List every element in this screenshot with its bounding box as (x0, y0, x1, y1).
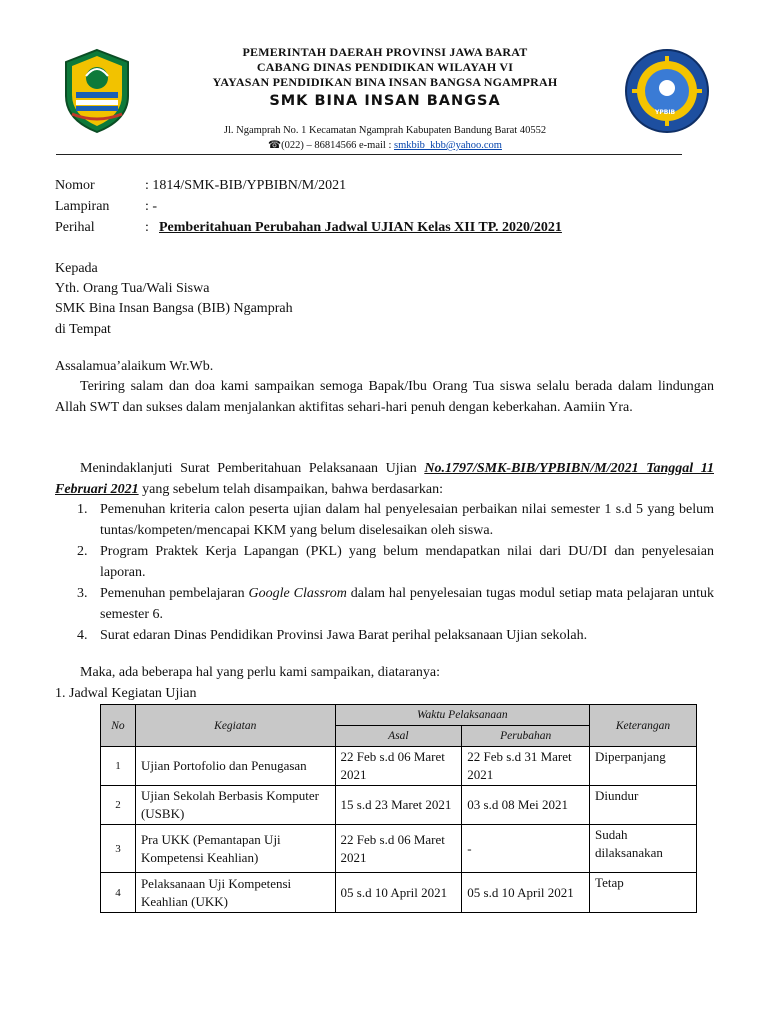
col-header-kegiatan: Kegiatan (135, 705, 335, 747)
greeting: Assalamua’alaikum Wr.Wb. (55, 359, 214, 374)
schedule-table (100, 704, 697, 913)
list-item: 4. Surat edaran Dinas Pendidikan Provinsi Jawa Barat perihal pelaksanaan Ujian sekolah. (77, 628, 588, 643)
nomor-label: Nomor (55, 178, 95, 193)
recipient-line-3: SMK Bina Insan Bangsa (BIB) Ngamprah (55, 301, 293, 316)
paragraph-2 (55, 458, 714, 500)
paragraph-2-tail: yang sebelum telah disampaikan, bahwa berdasarkan: (138, 482, 444, 497)
list-item: 1. Pemenuhan kriteria calon peserta ujian dalam hal penyelesaian perbaikan nilai semester 1 s.d 5 yang belum tuntas/kompeten/mencapai KKM yang belum diselesaikan oleh siswa. (77, 502, 714, 538)
header-line-2: CABANG DINAS PENDIDIKAN WILAYAH VI (256, 60, 514, 74)
recipient-line-4: di Tempat (55, 322, 111, 337)
school-contact (150, 139, 620, 151)
recipient-line-1: Kepada (55, 261, 98, 276)
logo-ypbib-text: YPBIB (655, 109, 676, 116)
header-line-1: PEMERINTAH DAERAH PROVINSI JAWA BARAT (242, 45, 528, 59)
paragraph-2-intro: Menindaklanjuti Surat Pemberitahuan Pelaksanaan Ujian (80, 461, 425, 476)
col-header-waktu: Waktu Pelaksanaan (335, 705, 590, 726)
email-link[interactable]: smkbib_kbb@yahoo.com (394, 140, 502, 151)
basis-list (55, 499, 714, 646)
recipient-line-2: Yth. Orang Tua/Wali Siswa (55, 281, 210, 296)
list-item: 3. Pemenuhan pembelajaran Google Classrom dalam hal penyelesaian tugas modul setiap mata pelajaran untuk semester 6. (77, 586, 714, 622)
col-header-keterangan: Keterangan (590, 705, 697, 747)
school-address: Jl. Ngamprah No. 1 Kecamatan Ngamprah Kabupaten Bandung Barat 40552 (223, 125, 547, 136)
table-row: 3 Pra UKK (Pemantapan Uji Kompetensi Keahlian) 22 Feb s.d 06 Maret 2021 - Sudah dilaksanakan (101, 825, 697, 873)
header-divider (56, 154, 682, 155)
nomor-value: : 1814/SMK-BIB/YPBIBN/M/2021 (145, 178, 347, 193)
col-header-perubahan: Perubahan (462, 726, 590, 747)
logo-ypbib (624, 48, 710, 134)
list-item: 2. Program Praktek Kerja Lapangan (PKL) yang belum mendapatkan nilai dari DU/DI dan penyelesaian laporan. (77, 544, 714, 580)
reference-letter: No.1797/SMK-BIB/YPBIBN/M/2021 Tanggal 11 Februari 2021 (55, 461, 714, 497)
lampiran-value: : - (145, 199, 158, 214)
table-row: 4 Pelaksanaan Uji Kompetensi Keahlian (UKK) 05 s.d 10 April 2021 05 s.d 10 April 2021 Tetap (101, 873, 697, 913)
school-name: SMK BINA INSAN BANGSA (269, 93, 501, 109)
table-row: 2 Ujian Sekolah Berbasis Komputer (USBK) 15 s.d 23 Maret 2021 03 s.d 08 Mei 2021 Diundur (101, 786, 697, 825)
col-header-no: No (101, 705, 136, 747)
paragraph-3: Maka, ada beberapa hal yang perlu kami sampaikan, diataranya: (80, 665, 440, 680)
section-title: 1. Jadwal Kegiatan Ujian (55, 686, 197, 701)
lampiran-label: Lampiran (55, 199, 110, 214)
table-row: 1 Ujian Portofolio dan Penugasan 22 Feb s.d 06 Maret 2021 22 Feb s.d 31 Maret 2021 Diperpanjang (101, 747, 697, 786)
perihal-label: Perihal (55, 220, 95, 235)
phone-icon: ☎ (268, 140, 282, 151)
contact-phone: (022) – 86814566 e-mail : (281, 140, 394, 151)
col-header-asal: Asal (335, 726, 462, 747)
paragraph-1: Teriring salam dan doa kami sampaikan semoga Bapak/Ibu Orang Tua siswa selalu berada dalam lindungan Allah SWT dan sukses dalam menjalankan aktifitas sehari-hari penuh dengan keberkahan. Aamiin Yra. (55, 379, 714, 415)
table-header-row (101, 705, 697, 726)
perihal-colon: : (145, 220, 149, 235)
header-line-3: YAYASAN PENDIDIKAN BINA INSAN BANGSA NGAMPRAH (212, 75, 558, 89)
perihal-value: Pemberitahuan Perubahan Jadwal UJIAN Kelas XII TP. 2020/2021 (159, 220, 562, 235)
logo-jabar (62, 48, 132, 134)
